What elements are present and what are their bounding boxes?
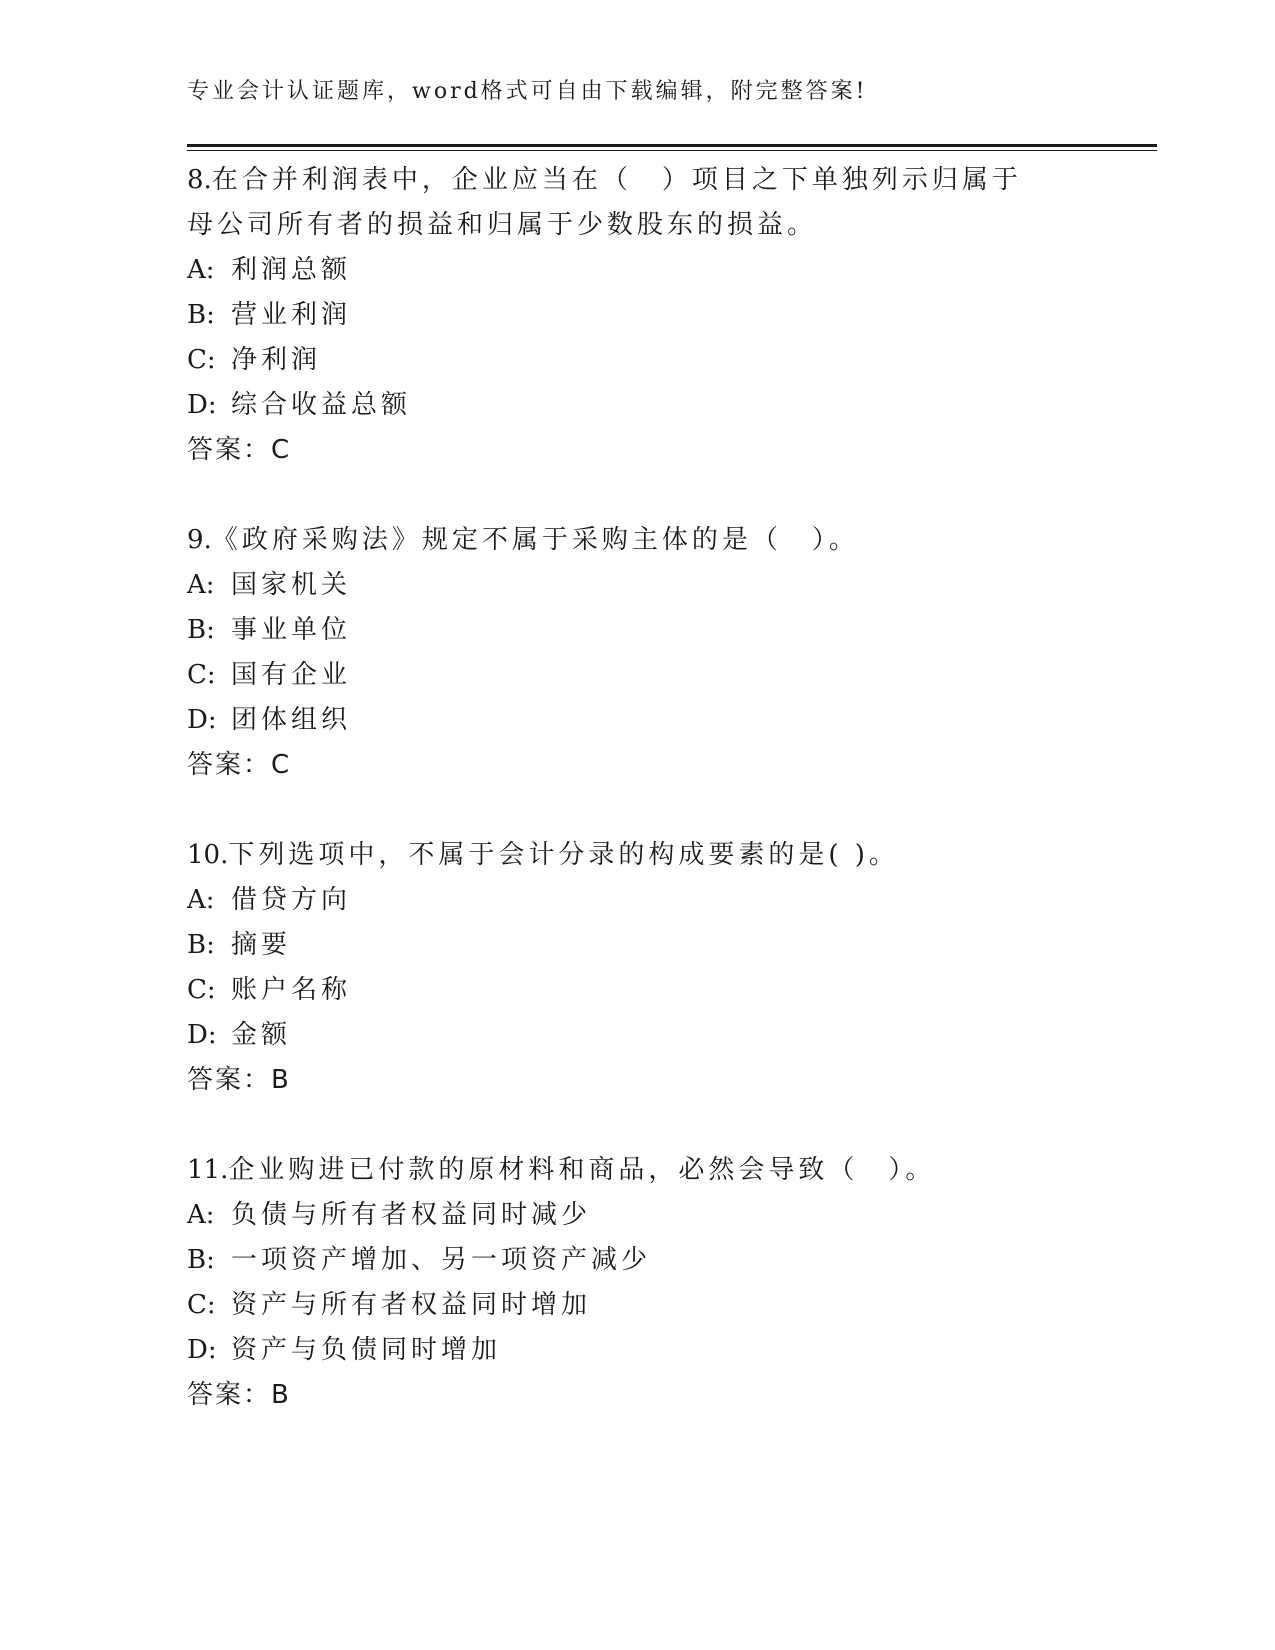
option-c xyxy=(187,338,1087,383)
option-b xyxy=(187,1238,1087,1283)
option-letter: B: xyxy=(187,930,215,960)
option-d xyxy=(187,383,1087,428)
header-rule-thin xyxy=(187,150,1157,151)
option-c xyxy=(187,653,1087,698)
option-text: 国有企业 xyxy=(231,660,352,690)
option-d xyxy=(187,1013,1087,1058)
question-stem xyxy=(187,833,1087,878)
spacer xyxy=(187,1103,1087,1148)
question-8 xyxy=(187,158,1087,473)
option-text: 事业单位 xyxy=(231,615,352,645)
option-a xyxy=(187,563,1087,608)
question-text: 企业购进已付款的原材料和商品，必然会导致（ ）。 xyxy=(228,1155,936,1185)
answer-line: 答案：B xyxy=(187,1380,291,1410)
question-number: 9. xyxy=(187,525,212,555)
option-letter: D: xyxy=(187,1335,217,1365)
question-number: 8. xyxy=(187,165,212,195)
spacer xyxy=(187,473,1087,518)
question-list xyxy=(187,158,1087,1418)
option-letter: C: xyxy=(187,975,216,1005)
option-text: 团体组织 xyxy=(231,705,352,735)
option-letter: D: xyxy=(187,1020,217,1050)
option-text: 账户名称 xyxy=(231,975,352,1005)
option-d xyxy=(187,698,1087,743)
question-text: 下列选项中，不属于会计分录的构成要素的是( )。 xyxy=(228,840,899,870)
option-d xyxy=(187,1328,1087,1373)
option-letter: C: xyxy=(187,1290,216,1320)
option-letter: A: xyxy=(187,255,215,285)
question-stem xyxy=(187,1148,1087,1193)
option-text: 负债与所有者权益同时减少 xyxy=(231,1200,592,1230)
option-a xyxy=(187,248,1087,293)
option-letter: D: xyxy=(187,390,217,420)
page-header: 专业会计认证题库，word格式可自由下载编辑，附完整答案! xyxy=(187,79,868,104)
question-stem xyxy=(187,518,1087,563)
option-text: 摘要 xyxy=(231,930,292,960)
option-text: 利润总额 xyxy=(231,255,352,285)
option-b xyxy=(187,293,1087,338)
option-letter: B: xyxy=(187,300,215,330)
option-text: 一项资产增加、另一项资产减少 xyxy=(231,1245,652,1275)
option-text: 借贷方向 xyxy=(231,885,352,915)
header-rule-thick xyxy=(187,144,1157,147)
option-letter: A: xyxy=(187,885,215,915)
option-c xyxy=(187,968,1087,1013)
question-stem xyxy=(187,158,1037,248)
question-9 xyxy=(187,518,1087,788)
option-b xyxy=(187,923,1087,968)
question-10 xyxy=(187,833,1087,1103)
spacer xyxy=(187,788,1087,833)
question-text: 在合并利润表中，企业应当在（ ）项目之下单独列示归属于母公司所有者的损益和归属于少数股东的损益。 xyxy=(187,165,1022,240)
option-text: 金额 xyxy=(231,1020,292,1050)
option-letter: D: xyxy=(187,705,217,735)
option-text: 国家机关 xyxy=(231,570,352,600)
option-text: 资产与负债同时增加 xyxy=(231,1335,502,1365)
option-a xyxy=(187,878,1087,923)
question-number: 11. xyxy=(187,1155,229,1185)
option-letter: A: xyxy=(187,570,215,600)
answer-line: 答案：C xyxy=(187,750,292,780)
option-text: 营业利润 xyxy=(231,300,352,330)
answer-line: 答案：B xyxy=(187,1065,291,1095)
option-letter: C: xyxy=(187,660,216,690)
option-c xyxy=(187,1283,1087,1328)
option-letter: A: xyxy=(187,1200,215,1230)
option-text: 资产与所有者权益同时增加 xyxy=(231,1290,592,1320)
option-text: 净利润 xyxy=(231,345,322,375)
question-number: 10. xyxy=(187,840,229,870)
option-letter: C: xyxy=(187,345,216,375)
question-11 xyxy=(187,1148,1087,1418)
option-text: 综合收益总额 xyxy=(231,390,412,420)
question-text: 《政府采购法》规定不属于采购主体的是（ ）。 xyxy=(211,525,859,555)
option-letter: B: xyxy=(187,615,215,645)
option-letter: B: xyxy=(187,1245,215,1275)
option-a xyxy=(187,1193,1087,1238)
answer-line: 答案：C xyxy=(187,435,292,465)
option-b xyxy=(187,608,1087,653)
